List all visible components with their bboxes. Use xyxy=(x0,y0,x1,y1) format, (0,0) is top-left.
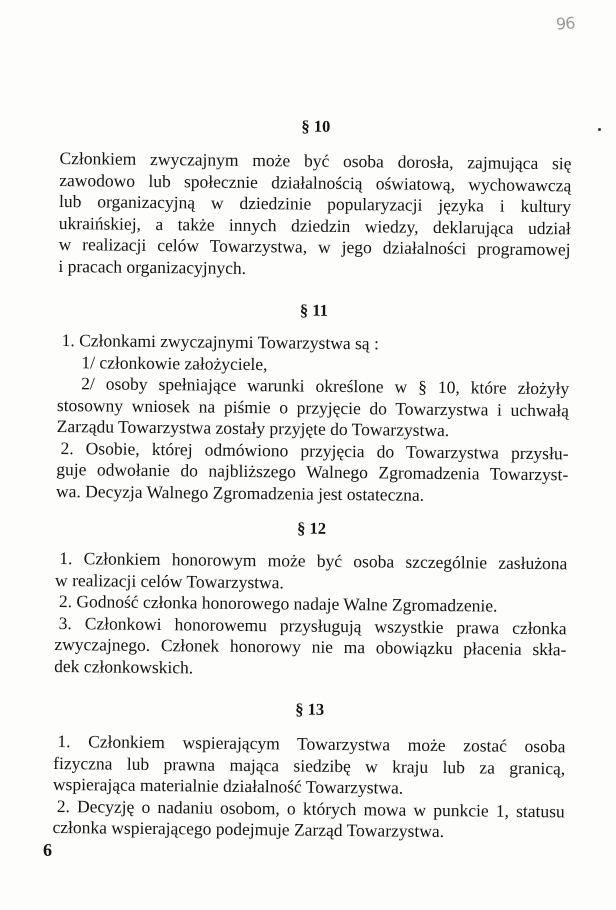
text-line: ukraińskiej, a także innych dziedzin wiedzy, deklarująca udział xyxy=(58,212,571,238)
handwritten-page-number: 96 xyxy=(555,13,575,34)
text-line: 2. Osobie, której odmówiono przyjęcia do Towarzystwa przysłu- xyxy=(60,437,569,463)
section-heading-11: § 11 xyxy=(299,300,329,320)
stray-dot xyxy=(598,128,601,131)
text-line: wa. Decyzja Walnego Zgromadzenia jest ostateczna. xyxy=(55,480,425,505)
text-line: 1/ członkowie założyciele, xyxy=(81,351,268,374)
text-line: guje odwołanie do najbliższego Walnego Zgromadzenia Towarzyst- xyxy=(56,458,569,485)
text-line: stosowny wniosek na piśmie o przyjęcie do Towarzystwa i uchwałą xyxy=(56,394,570,420)
text-line: 1. Członkiem honorowym może być osoba szczególnie zasłużona xyxy=(59,548,568,574)
text-line: zwyczajnego. Członek honorowy nie ma obowiązku płacenia skła- xyxy=(54,633,567,660)
text-line: 2. Decyzję o nadaniu osobom, o których mowa w punkcie 1, statusu xyxy=(56,795,565,821)
text-line: 2/ osoby spełniające warunki określone w § 10, które złożyły xyxy=(81,373,570,399)
section-heading-10: § 10 xyxy=(301,116,331,136)
footer-page-number: 6 xyxy=(43,840,52,860)
section-10-paragraph xyxy=(58,148,571,282)
text-line: lub organizacyjną w dziedzinie popularyzacji języka i kultury xyxy=(58,190,572,217)
text-line: wspierająca materialnie działalność Towarzystwa. xyxy=(52,773,404,798)
text-line: członka wspierającego podejmuje Zarząd Towarzystwa. xyxy=(52,816,445,842)
text-line: 1. Członkiem wspierającym Towarzystwa może zostać osoba xyxy=(57,731,566,757)
section-11-paragraph xyxy=(56,330,570,507)
text-line: w realizacji celów Towarzystwa. xyxy=(55,569,284,592)
text-line: 2. Godność członka honorowego nadaje Walne Zgromadzenie. xyxy=(58,591,498,616)
section-heading-12: § 12 xyxy=(297,518,327,538)
text-line: w realizacji celów Towarzystwa, w jego działalności programowej xyxy=(58,233,571,260)
text-line: Członkiem zwyczajnym może być osoba dorosła, zajmująca się xyxy=(59,147,572,174)
text-line: 1. Członkami zwyczajnymi Towarzystwa są : xyxy=(61,330,379,354)
section-13-paragraph xyxy=(52,731,565,844)
text-line: zawodowo lub społecznie działalnością oświatową, wychowawczą xyxy=(59,169,572,195)
document-body xyxy=(52,114,572,844)
text-line: 3. Członkowi honorowemu przysługują wszystkie prawa członka xyxy=(58,612,567,638)
section-12-paragraph xyxy=(54,548,567,682)
text-line: Zarządu Towarzystwa zostały przyjęte do Towarzystwa. xyxy=(56,415,450,441)
text-line: i pracach organizacyjnych. xyxy=(58,255,247,278)
text-line: fizyczna lub prawna mająca siedzibę w kraju lub za granicą, xyxy=(53,752,566,778)
section-heading-13: § 13 xyxy=(295,699,325,719)
text-line: dek członkowskich. xyxy=(54,655,194,677)
